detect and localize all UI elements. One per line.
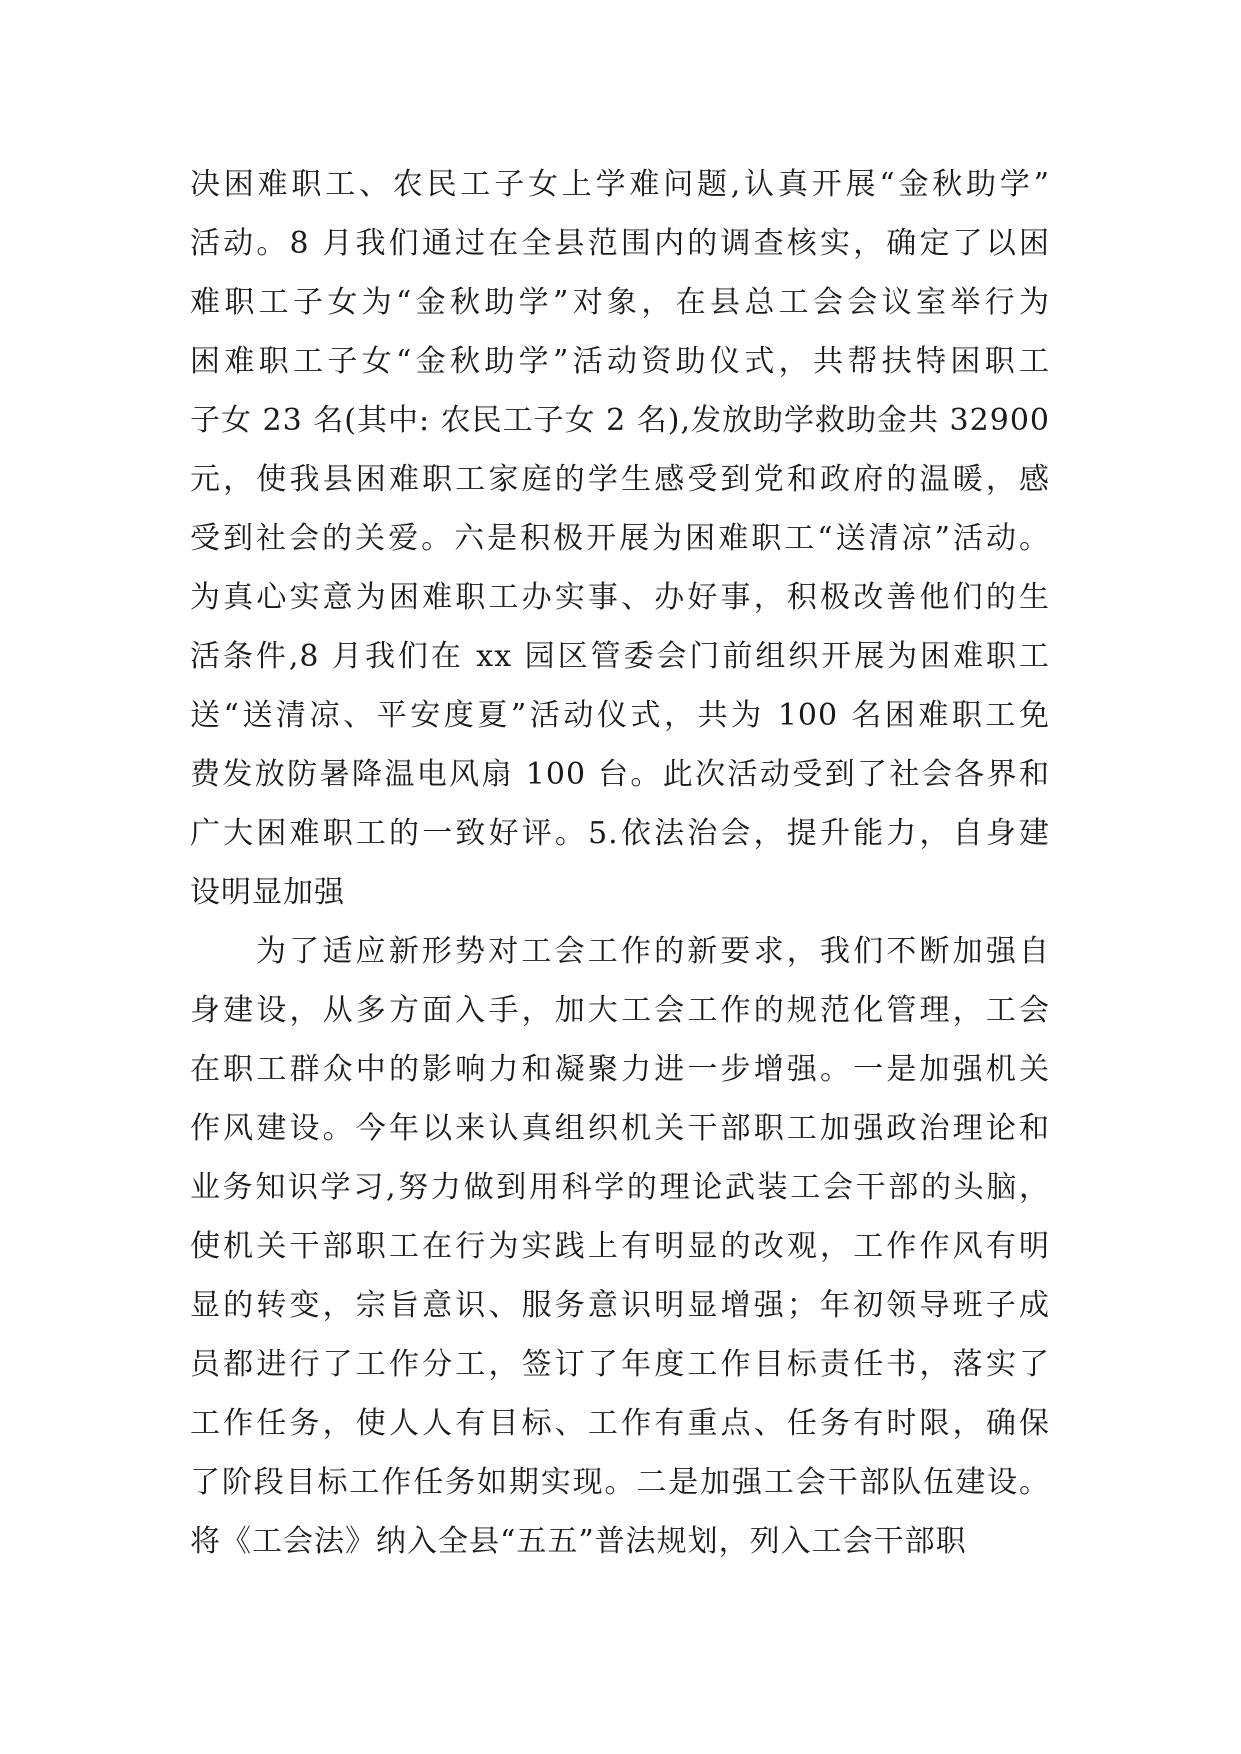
text-line: 身建设，从多方面入手，加大工会工作的规范化管理，工会: [190, 993, 1050, 1028]
text-line: 为真心实意为困难职工办实事、办好事，积极改善他们的生: [190, 580, 1050, 615]
text-line: 送“送清凉、平安度夏”活动仪式，共为 100 名困难职工免: [190, 698, 1050, 733]
text-line: 将《工会法》纳入全县“五五”普法规划，列入工会干部职: [190, 1524, 967, 1559]
text-line: 费发放防暑降温电风扇 100 台。此次活动受到了社会各界和: [190, 757, 1050, 792]
text-line: 设明显加强: [190, 875, 345, 910]
text-line: 元，使我县困难职工家庭的学生感受到党和政府的温暖，感: [190, 462, 1050, 497]
text-line: 使机关干部职工在行为实践上有明显的改观，工作作风有明: [190, 1229, 1050, 1264]
text-line: 在职工群众中的影响力和凝聚力进一步增强。一是加强机关: [190, 1052, 1050, 1087]
text-line: 难职工子女为“金秋助学”对象，在县总工会会议室举行为: [190, 285, 1050, 320]
text-line: 困难职工子女“金秋助学”活动资助仪式，共帮扶特困职工: [190, 344, 1050, 379]
text-line: 广大困难职工的一致好评。5.依法治会，提升能力，自身建: [190, 816, 1050, 851]
text-line: 业务知识学习,努力做到用科学的理论武装工会干部的头脑，: [190, 1170, 1050, 1205]
text-line: 了阶段目标工作任务如期实现。二是加强工会干部队伍建设。: [190, 1465, 1050, 1500]
paragraph-1: [190, 155, 1050, 922]
document-body: [190, 155, 1050, 1571]
text-line: 子女 23 名(其中: 农民工子女 2 名),发放助学救助金共 32900: [190, 403, 1050, 438]
text-line: 员都进行了工作分工，签订了年度工作目标责任书，落实了: [190, 1347, 1050, 1382]
text-line: 受到社会的关爱。六是积极开展为困难职工“送清凉”活动。: [190, 521, 1050, 556]
text-line: 工作任务，使人人有目标、工作有重点、任务有时限，确保: [190, 1406, 1050, 1441]
text-line: 决困难职工、农民工子女上学难问题,认真开展“金秋助学”: [190, 167, 1050, 202]
text-line: 作风建设。今年以来认真组织机关干部职工加强政治理论和: [190, 1111, 1050, 1146]
text-line: 显的转变，宗旨意识、服务意识明显增强；年初领导班子成: [190, 1288, 1050, 1323]
text-line: 活条件,8 月我们在 xx 园区管委会门前组织开展为困难职工: [190, 639, 1050, 674]
paragraph-2: [190, 922, 1050, 1571]
text-line: 活动。8 月我们通过在全县范围内的调查核实，确定了以困: [190, 226, 1050, 261]
text-line: 为了适应新形势对工会工作的新要求，我们不断加强自: [256, 934, 1050, 969]
